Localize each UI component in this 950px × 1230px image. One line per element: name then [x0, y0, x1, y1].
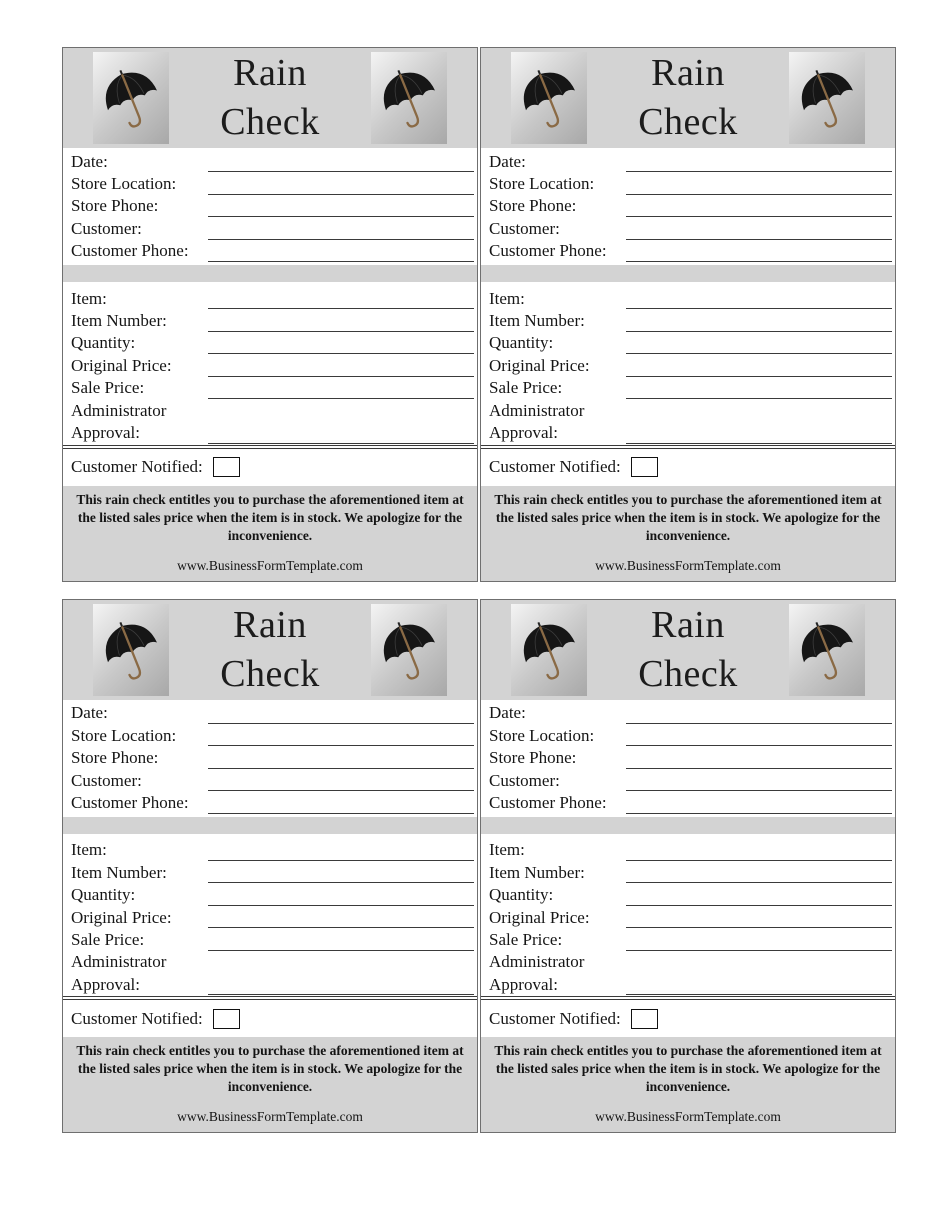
administrator-label: Administrator — [489, 952, 585, 972]
field-row-original-price — [481, 354, 895, 376]
field-row-item — [63, 839, 477, 861]
website-url: www.BusinessFormTemplate.com — [595, 557, 781, 573]
title-line1: Rain — [651, 603, 725, 646]
form-header — [481, 600, 895, 700]
umbrella-image-left — [93, 52, 169, 144]
customer-notified-row — [481, 449, 895, 486]
administrator-spacer — [208, 951, 474, 973]
title-line1: Rain — [233, 603, 307, 646]
field-row-customer — [481, 217, 895, 239]
rain-check-form — [480, 599, 896, 1134]
customer-phone-label: Customer Phone: — [71, 241, 189, 261]
section-divider-band — [481, 817, 895, 834]
item-number-input-line[interactable] — [208, 861, 474, 883]
item-info-section — [63, 837, 477, 996]
date-label: Date: — [489, 151, 526, 171]
store-info-section — [63, 700, 477, 814]
store-info-section — [481, 148, 895, 262]
approval-label: Approval: — [71, 423, 140, 442]
store-location-label: Store Location: — [71, 725, 177, 745]
field-row-date — [481, 702, 895, 724]
field-row-store-phone — [63, 746, 477, 768]
item-info-section — [481, 285, 895, 444]
item-number-input-line[interactable] — [626, 861, 892, 883]
item-number-input-line[interactable] — [208, 309, 474, 331]
customer-input-line[interactable] — [208, 217, 474, 239]
field-row-customer-phone — [481, 240, 895, 262]
field-row-original-price — [63, 906, 477, 928]
customer-notified-label: Customer Notified: — [489, 1008, 621, 1028]
field-row-approval — [63, 421, 477, 443]
section-divider-band — [481, 265, 895, 282]
approval-label: Approval: — [489, 423, 558, 442]
customer-input-line[interactable] — [626, 217, 892, 239]
field-row-store-phone — [481, 195, 895, 217]
store-phone-label: Store Phone: — [71, 748, 159, 768]
form-header — [63, 600, 477, 700]
item-number-label: Item Number: — [71, 311, 167, 331]
store-phone-input-line[interactable] — [626, 746, 892, 768]
date-label: Date: — [489, 703, 526, 723]
umbrella-image-left — [93, 604, 169, 696]
field-row-store-location — [63, 724, 477, 746]
quantity-input-line[interactable] — [626, 883, 892, 905]
field-row-item-number — [481, 309, 895, 331]
item-label: Item: — [71, 288, 107, 308]
item-info-section — [63, 285, 477, 444]
rain-check-form — [62, 599, 478, 1134]
umbrella-image-left — [511, 52, 587, 144]
field-row-sale-price — [63, 928, 477, 950]
field-row-sale-price — [481, 377, 895, 399]
item-input-line[interactable] — [626, 287, 892, 309]
customer-phone-input-line[interactable] — [626, 240, 892, 262]
store-phone-label: Store Phone: — [489, 196, 577, 216]
field-row-date — [481, 150, 895, 172]
store-location-input-line[interactable] — [626, 724, 892, 746]
sale-price-label: Sale Price: — [489, 929, 563, 949]
title-line1: Rain — [651, 52, 725, 94]
field-row-administrator — [481, 951, 895, 973]
title-line2: Check — [638, 652, 738, 695]
customer-label: Customer: — [71, 218, 142, 238]
title-line2: Check — [220, 101, 320, 143]
date-input-line[interactable] — [626, 702, 892, 724]
customer-input-line[interactable] — [626, 769, 892, 791]
customer-notified-label: Customer Notified: — [71, 1008, 203, 1028]
disclaimer-text: This rain check entitles you to purchase the aforementioned item at the listed sales price when the item is in stock. We apologize for the inconvenience. — [76, 1043, 464, 1095]
field-row-sale-price — [481, 928, 895, 950]
item-info-section — [481, 837, 895, 996]
date-input-line[interactable] — [208, 702, 474, 724]
field-row-customer-phone — [63, 240, 477, 262]
website-url: www.BusinessFormTemplate.com — [177, 557, 363, 573]
store-location-label: Store Location: — [489, 174, 595, 194]
store-phone-input-line[interactable] — [208, 746, 474, 768]
field-row-item — [481, 839, 895, 861]
field-row-administrator — [481, 399, 895, 421]
customer-notified-row — [481, 1000, 895, 1037]
umbrella-icon — [794, 610, 860, 690]
store-info-section — [481, 700, 895, 814]
field-row-quantity — [63, 332, 477, 354]
field-row-customer-phone — [63, 791, 477, 813]
field-row-administrator — [63, 951, 477, 973]
quantity-label: Quantity: — [71, 885, 136, 905]
field-row-store-phone — [63, 195, 477, 217]
administrator-label: Administrator — [71, 952, 167, 972]
title-line2: Check — [220, 652, 320, 695]
umbrella-icon — [516, 610, 582, 690]
umbrella-icon — [98, 610, 164, 690]
form-title — [638, 49, 738, 147]
field-row-date — [63, 150, 477, 172]
form-footer — [481, 486, 895, 581]
website-url: www.BusinessFormTemplate.com — [177, 1109, 363, 1125]
field-row-customer — [63, 769, 477, 791]
item-label: Item: — [489, 288, 525, 308]
approval-input-line[interactable] — [208, 973, 474, 995]
administrator-label: Administrator — [71, 400, 167, 420]
field-row-item — [481, 287, 895, 309]
customer-phone-input-line[interactable] — [208, 240, 474, 262]
sale-price-input-line[interactable] — [626, 928, 892, 950]
item-input-line[interactable] — [208, 839, 474, 861]
umbrella-icon — [376, 610, 442, 690]
item-number-label: Item Number: — [489, 862, 585, 882]
field-row-quantity — [481, 332, 895, 354]
field-row-store-location — [481, 172, 895, 194]
umbrella-icon — [516, 58, 582, 138]
approval-input-line[interactable] — [626, 973, 892, 995]
administrator-label: Administrator — [489, 400, 585, 420]
date-label: Date: — [71, 703, 108, 723]
field-row-item-number — [63, 861, 477, 883]
website-url: www.BusinessFormTemplate.com — [595, 1109, 781, 1125]
field-row-quantity — [63, 883, 477, 905]
field-row-original-price — [63, 354, 477, 376]
store-location-input-line[interactable] — [208, 724, 474, 746]
form-footer — [63, 1037, 477, 1132]
customer-notified-label: Customer Notified: — [489, 457, 621, 477]
umbrella-icon — [98, 58, 164, 138]
field-row-approval — [481, 421, 895, 443]
quantity-label: Quantity: — [489, 885, 554, 905]
item-input-line[interactable] — [626, 839, 892, 861]
item-number-label: Item Number: — [71, 862, 167, 882]
item-label: Item: — [71, 840, 107, 860]
title-line2: Check — [638, 101, 738, 143]
store-phone-label: Store Phone: — [489, 748, 577, 768]
rain-check-form — [480, 47, 896, 582]
disclaimer-text: This rain check entitles you to purchase the aforementioned item at the listed sales price when the item is in stock. We apologize for the inconvenience. — [76, 491, 464, 543]
form-title — [220, 49, 320, 147]
section-divider-band — [63, 817, 477, 834]
field-row-date — [63, 702, 477, 724]
item-number-input-line[interactable] — [626, 309, 892, 331]
field-row-customer — [481, 769, 895, 791]
form-title — [638, 601, 738, 699]
original-price-label: Original Price: — [71, 355, 172, 375]
store-info-section — [63, 148, 477, 262]
original-price-input-line[interactable] — [626, 906, 892, 928]
field-row-approval — [481, 973, 895, 995]
sale-price-label: Sale Price: — [71, 378, 145, 398]
customer-notified-row — [63, 1000, 477, 1037]
original-price-input-line[interactable] — [208, 354, 474, 376]
quantity-input-line[interactable] — [626, 332, 892, 354]
field-row-item-number — [63, 309, 477, 331]
umbrella-image-right — [789, 52, 865, 144]
field-row-administrator — [63, 399, 477, 421]
sale-price-input-line[interactable] — [208, 377, 474, 399]
store-phone-label: Store Phone: — [71, 196, 159, 216]
item-label: Item: — [489, 840, 525, 860]
umbrella-icon — [794, 58, 860, 138]
approval-label: Approval: — [489, 974, 558, 994]
customer-label: Customer: — [489, 218, 560, 238]
customer-label: Customer: — [71, 770, 142, 790]
quantity-label: Quantity: — [489, 333, 554, 353]
original-price-label: Original Price: — [489, 907, 590, 927]
field-row-item-number — [481, 861, 895, 883]
customer-input-line[interactable] — [208, 769, 474, 791]
item-number-label: Item Number: — [489, 311, 585, 331]
field-row-store-phone — [481, 746, 895, 768]
customer-notified-checkbox[interactable] — [213, 1009, 240, 1029]
store-location-input-line[interactable] — [208, 172, 474, 194]
form-header — [63, 48, 477, 148]
field-row-original-price — [481, 906, 895, 928]
original-price-label: Original Price: — [489, 355, 590, 375]
store-phone-input-line[interactable] — [208, 195, 474, 217]
umbrella-image-left — [511, 604, 587, 696]
quantity-input-line[interactable] — [208, 883, 474, 905]
date-label: Date: — [71, 151, 108, 171]
sale-price-input-line[interactable] — [208, 928, 474, 950]
approval-label: Approval: — [71, 974, 140, 994]
customer-phone-label: Customer Phone: — [489, 792, 607, 812]
form-footer — [63, 486, 477, 581]
date-input-line[interactable] — [626, 150, 892, 172]
field-row-item — [63, 287, 477, 309]
disclaimer-text: This rain check entitles you to purchase the aforementioned item at the listed sales price when the item is in stock. We apologize for the inconvenience. — [494, 491, 882, 543]
customer-phone-label: Customer Phone: — [71, 792, 189, 812]
customer-notified-label: Customer Notified: — [71, 457, 203, 477]
customer-phone-input-line[interactable] — [208, 791, 474, 813]
sale-price-label: Sale Price: — [71, 929, 145, 949]
title-line1: Rain — [233, 52, 307, 94]
original-price-input-line[interactable] — [626, 354, 892, 376]
quantity-label: Quantity: — [71, 333, 136, 353]
form-header — [481, 48, 895, 148]
field-row-customer — [63, 217, 477, 239]
date-input-line[interactable] — [208, 150, 474, 172]
customer-phone-input-line[interactable] — [626, 791, 892, 813]
sale-price-label: Sale Price: — [489, 378, 563, 398]
customer-notified-checkbox[interactable] — [213, 457, 240, 477]
customer-notified-row — [63, 449, 477, 486]
customer-notified-checkbox[interactable] — [631, 457, 658, 477]
field-row-store-location — [481, 724, 895, 746]
umbrella-icon — [376, 58, 442, 138]
disclaimer-text: This rain check entitles you to purchase the aforementioned item at the listed sales price when the item is in stock. We apologize for the inconvenience. — [494, 1043, 882, 1095]
umbrella-image-right — [789, 604, 865, 696]
form-title — [220, 601, 320, 699]
rain-check-form — [62, 47, 478, 582]
field-row-sale-price — [63, 377, 477, 399]
store-location-label: Store Location: — [489, 725, 595, 745]
field-row-quantity — [481, 883, 895, 905]
administrator-spacer — [626, 399, 892, 421]
field-row-approval — [63, 973, 477, 995]
original-price-label: Original Price: — [71, 907, 172, 927]
section-divider-band — [63, 265, 477, 282]
customer-phone-label: Customer Phone: — [489, 241, 607, 261]
approval-input-line[interactable] — [626, 421, 892, 443]
field-row-store-location — [63, 172, 477, 194]
approval-input-line[interactable] — [208, 421, 474, 443]
store-phone-input-line[interactable] — [626, 195, 892, 217]
sale-price-input-line[interactable] — [626, 377, 892, 399]
umbrella-image-right — [371, 604, 447, 696]
original-price-input-line[interactable] — [208, 906, 474, 928]
item-input-line[interactable] — [208, 287, 474, 309]
quantity-input-line[interactable] — [208, 332, 474, 354]
administrator-spacer — [208, 399, 474, 421]
store-location-label: Store Location: — [71, 174, 177, 194]
rain-check-sheet — [62, 47, 896, 1133]
customer-label: Customer: — [489, 770, 560, 790]
customer-notified-checkbox[interactable] — [631, 1009, 658, 1029]
store-location-input-line[interactable] — [626, 172, 892, 194]
form-footer — [481, 1037, 895, 1132]
umbrella-image-right — [371, 52, 447, 144]
field-row-customer-phone — [481, 791, 895, 813]
administrator-spacer — [626, 951, 892, 973]
